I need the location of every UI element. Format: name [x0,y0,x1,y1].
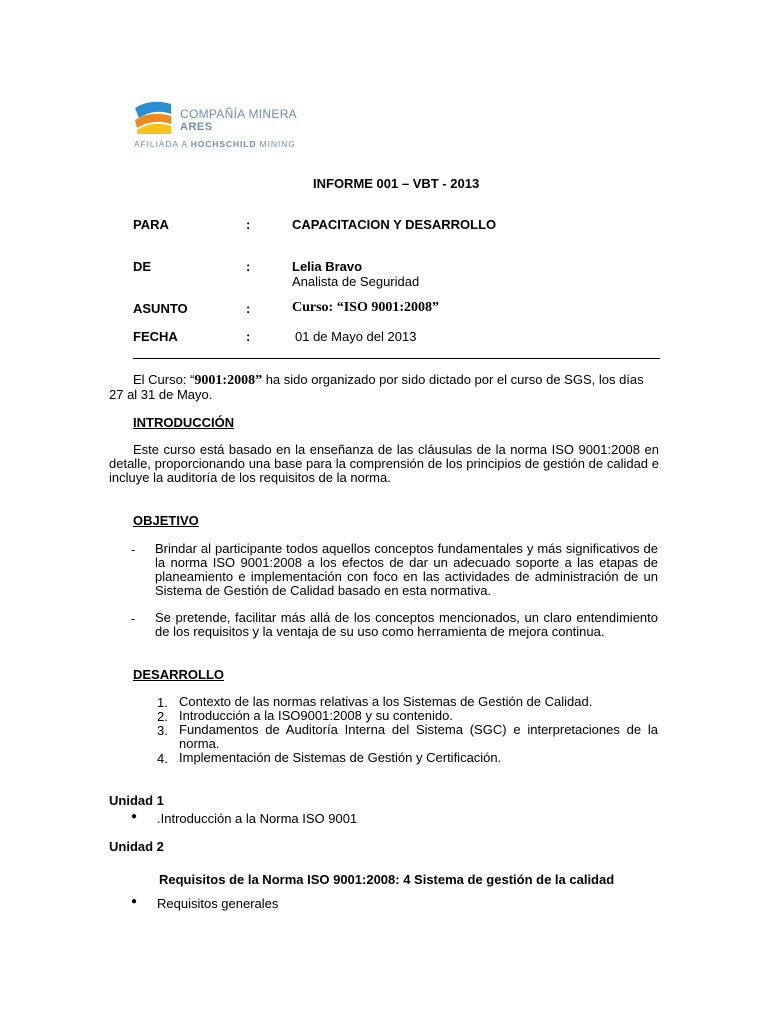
asunto-value: Curso: “ISO 9001:2008” [292,300,440,315]
fecha-label: FECHA [133,329,178,344]
logo-mark-icon [133,100,173,136]
desarrollo-item-3-marker: 3. [157,723,168,738]
logo-company-name: ARES [180,121,213,133]
unidad1-bullet-icon: ● [131,811,138,822]
introduccion-heading: INTRODUCCIÓN [133,415,235,430]
objetivo-item-1-marker: - [131,542,136,557]
unidad2-subheading: Requisitos de la Norma ISO 9001:2008: 4 Sistema de gestión de la calidad [159,872,615,887]
fecha-colon: : [246,329,251,344]
unidad1-item: .Introducción a la Norma ISO 9001 [157,811,358,826]
fecha-value: 01 de Mayo del 2013 [295,329,417,344]
asunto-colon: : [246,301,251,316]
desarrollo-item-1-marker: 1. [157,695,168,710]
desarrollo-item-1: Contexto de las normas relativas a los Sistemas de Gestión de Calidad. [179,694,593,709]
company-logo [133,100,303,152]
intro-sentence-line2: 27 al 31 de Mayo. [109,387,213,402]
logo-company-line: COMPAÑÍA MINERA [180,107,297,121]
intro-sentence: El Curso: “9001:2008” ha sido organizado por sido dictado por el curso de SGS, los días [133,372,644,388]
logo-affiliation: AFILIADA A HOCHSCHILD MINING [134,139,296,149]
desarrollo-item-4-marker: 4. [157,751,168,766]
desarrollo-item-2: Introducción a la ISO9001:2008 y su contenido. [179,708,453,723]
desarrollo-heading: DESARROLLO [133,667,224,682]
unidad2-bullet-icon: ● [131,896,138,907]
header-divider [133,358,660,359]
unidad2-heading: Unidad 2 [109,839,164,854]
report-title: INFORME 001 – VBT - 2013 [313,176,480,191]
objetivo-item-2-marker: - [131,611,136,626]
de-colon: : [246,259,251,274]
asunto-label: ASUNTO [133,301,188,316]
para-colon: : [246,217,251,232]
objetivo-item-1: Brindar al participante todos aquellos conceptos fundamentales y más significativos de la norma ISO 9001:2008 a los efectos de dar un adecuado soporte a las etapas de planeamiento e implementación con foco en las actividades de administración de un Sistema de Gestión de Calidad basado en esta normativa. [155,541,658,598]
para-value: CAPACITACION Y DESARROLLO [292,217,497,232]
unidad1-heading: Unidad 1 [109,793,164,808]
desarrollo-item-4: Implementación de Sistemas de Gestión y Certificación. [179,750,502,765]
de-role: Analista de Seguridad [292,274,420,289]
objetivo-heading: OBJETIVO [133,513,199,528]
desarrollo-item-2-marker: 2. [157,709,168,724]
de-label: DE [133,259,152,274]
para-label: PARA [133,217,169,232]
desarrollo-item-3: Fundamentos de Auditoría Interna del Sistema (SGC) e interpretaciones de la norma. [179,722,658,751]
unidad2-item: Requisitos generales [157,896,279,911]
introduccion-text: Este curso está basado en la enseñanza de las cláusulas de la norma ISO 9001:2008 en detalle, proporcionando una base para la comprensión de los principios de gestión de calidad e incluye la auditoría de los requisitos de la norma. [109,442,659,485]
objetivo-item-2: Se pretende, facilitar más allá de los conceptos mencionados, un claro entendimiento de los requisitos y la ventaja de su uso como herramienta de mejora continua. [155,610,658,639]
de-name: Lelia Bravo [292,259,363,274]
